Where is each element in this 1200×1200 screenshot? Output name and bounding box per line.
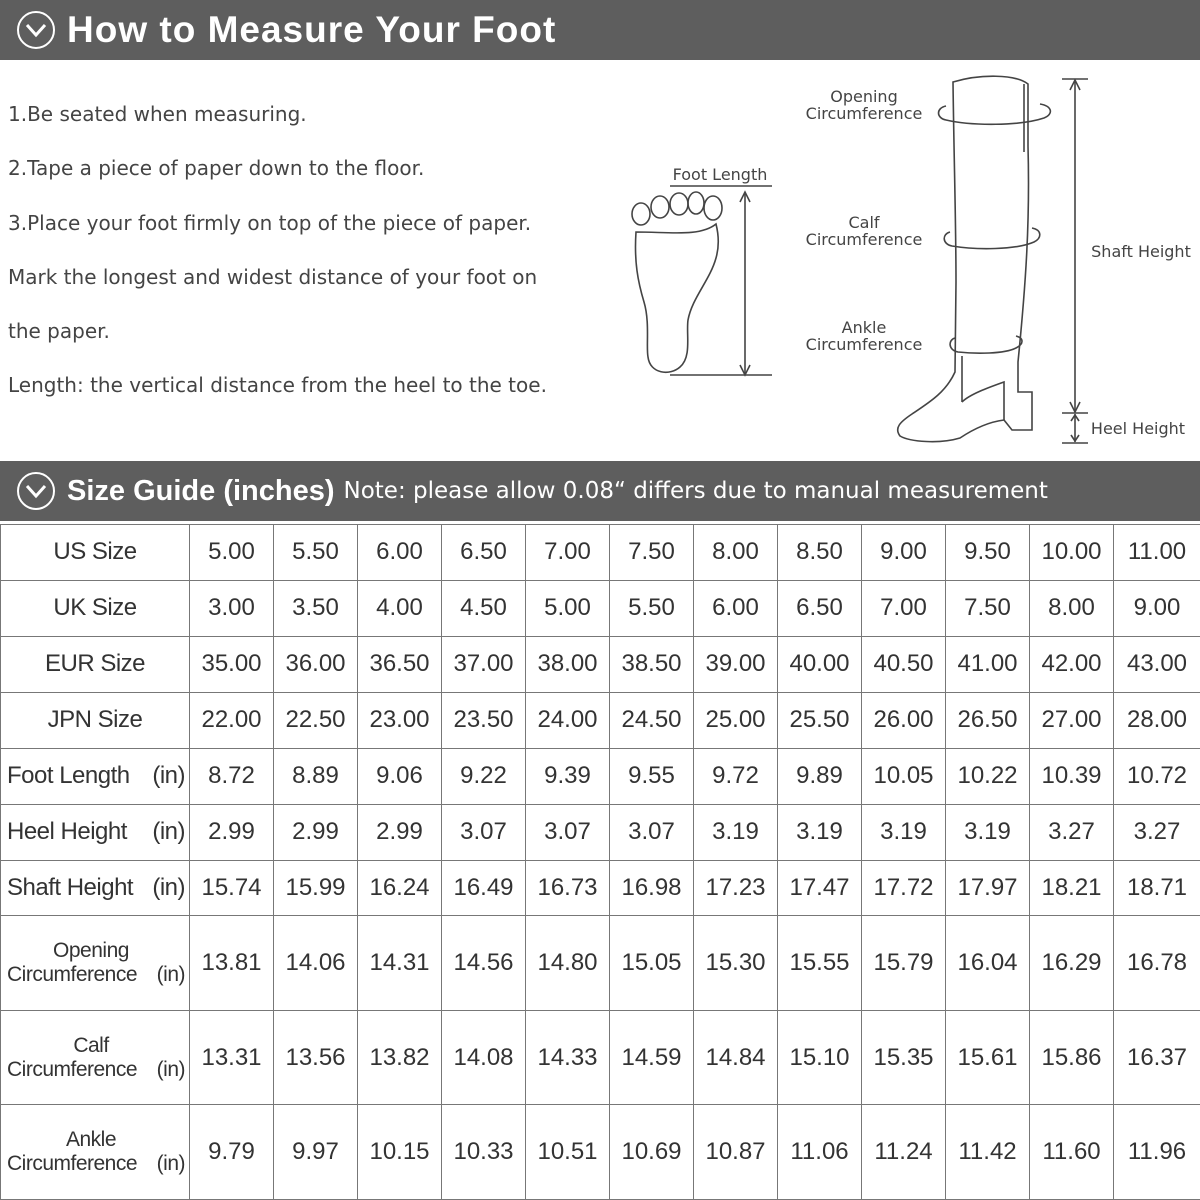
table-cell: 17.97 — [946, 860, 1030, 916]
table-row — [1, 916, 1200, 1011]
table-cell: 10.00 — [1030, 525, 1114, 581]
table-cell: 8.00 — [694, 525, 778, 581]
table-cell: 3.07 — [526, 804, 610, 860]
table-cell: 38.00 — [526, 636, 610, 692]
table-cell: 8.50 — [778, 525, 862, 581]
row-label: Calf Circumference (in) — [1, 1010, 190, 1105]
table-cell: 36.50 — [358, 636, 442, 692]
table-row — [1, 1105, 1200, 1200]
table-cell: 24.00 — [526, 692, 610, 748]
table-row — [1, 580, 1200, 636]
table-cell: 25.50 — [778, 692, 862, 748]
table-cell: 11.96 — [1114, 1105, 1200, 1200]
table-cell: 16.98 — [610, 860, 694, 916]
table-cell: 10.22 — [946, 748, 1030, 804]
opening-circumference-label: Opening Circumference — [805, 87, 923, 123]
table-cell: 41.00 — [946, 636, 1030, 692]
table-cell: 3.27 — [1030, 804, 1114, 860]
size-guide-header-bar — [0, 461, 1200, 521]
table-cell: 18.71 — [1114, 860, 1200, 916]
table-cell: 11.42 — [946, 1105, 1030, 1200]
table-cell: 15.99 — [274, 860, 358, 916]
instruction-step: 3.Place your foot firmly on top of the piece of paper. — [8, 210, 532, 235]
shaft-height-label: Shaft Height — [1091, 242, 1191, 261]
row-label: Heel Height (in) — [1, 804, 190, 860]
chevron-down-icon — [17, 11, 55, 49]
chevron-down-icon — [17, 472, 55, 510]
table-cell: 15.61 — [946, 1010, 1030, 1105]
table-cell: 15.35 — [862, 1010, 946, 1105]
instruction-step: Mark the longest and widest distance of your foot on — [8, 264, 538, 289]
table-cell: 13.82 — [358, 1010, 442, 1105]
table-row — [1, 1010, 1200, 1105]
table-cell: 2.99 — [274, 804, 358, 860]
table-cell: 17.47 — [778, 860, 862, 916]
table-cell: 8.89 — [274, 748, 358, 804]
table-cell: 10.33 — [442, 1105, 526, 1200]
measure-title: How to Measure Your Foot — [67, 9, 557, 50]
table-cell: 7.00 — [862, 580, 946, 636]
table-cell: 14.06 — [274, 916, 358, 1011]
table-cell: 9.06 — [358, 748, 442, 804]
instruction-step: 1.Be seated when measuring. — [8, 102, 307, 126]
foot-length-label: Foot Length — [672, 165, 768, 184]
table-cell: 16.37 — [1114, 1010, 1200, 1105]
table-cell: 3.19 — [862, 804, 946, 860]
table-cell: 38.50 — [610, 636, 694, 692]
table-cell: 18.21 — [1030, 860, 1114, 916]
table-cell: 26.00 — [862, 692, 946, 748]
table-cell: 9.39 — [526, 748, 610, 804]
table-cell: 3.00 — [190, 580, 274, 636]
table-cell: 14.59 — [610, 1010, 694, 1105]
table-cell: 9.22 — [442, 748, 526, 804]
table-cell: 27.00 — [1030, 692, 1114, 748]
table-cell: 3.27 — [1114, 804, 1200, 860]
row-label: US Size — [1, 525, 190, 581]
table-cell: 22.00 — [190, 692, 274, 748]
table-cell: 9.89 — [778, 748, 862, 804]
ankle-circumference-label: Ankle Circumference — [805, 318, 923, 354]
table-cell: 16.49 — [442, 860, 526, 916]
table-cell: 3.07 — [610, 804, 694, 860]
table-cell: 6.50 — [778, 580, 862, 636]
table-cell: 14.08 — [442, 1010, 526, 1105]
table-cell: 5.50 — [610, 580, 694, 636]
table-cell: 10.39 — [1030, 748, 1114, 804]
table-cell: 16.73 — [526, 860, 610, 916]
table-cell: 2.99 — [358, 804, 442, 860]
table-cell: 17.23 — [694, 860, 778, 916]
table-cell: 15.10 — [778, 1010, 862, 1105]
table-cell: 10.05 — [862, 748, 946, 804]
table-cell: 17.72 — [862, 860, 946, 916]
row-label: Ankle Circumference (in) — [1, 1105, 190, 1200]
table-cell: 14.80 — [526, 916, 610, 1011]
table-cell: 39.00 — [694, 636, 778, 692]
table-cell: 9.00 — [862, 525, 946, 581]
size-guide-title: Size Guide (inches) — [67, 474, 335, 507]
table-cell: 15.86 — [1030, 1010, 1114, 1105]
table-cell: 5.50 — [274, 525, 358, 581]
table-cell: 10.69 — [610, 1105, 694, 1200]
table-cell: 3.19 — [694, 804, 778, 860]
instructions — [8, 92, 608, 418]
table-cell: 35.00 — [190, 636, 274, 692]
size-guide-note: Note: please allow 0.08“ differs due to manual measurement — [343, 478, 1048, 504]
table-cell: 9.97 — [274, 1105, 358, 1200]
table-cell: 11.00 — [1114, 525, 1200, 581]
table-cell: 13.81 — [190, 916, 274, 1011]
table-row — [1, 525, 1200, 581]
row-label: UK Size — [1, 580, 190, 636]
table-cell: 10.72 — [1114, 748, 1200, 804]
table-row — [1, 860, 1200, 916]
table-cell: 36.00 — [274, 636, 358, 692]
table-cell: 9.50 — [946, 525, 1030, 581]
table-cell: 11.24 — [862, 1105, 946, 1200]
table-cell: 16.24 — [358, 860, 442, 916]
table-cell: 5.00 — [190, 525, 274, 581]
table-cell: 14.33 — [526, 1010, 610, 1105]
table-cell: 10.15 — [358, 1105, 442, 1200]
table-cell: 3.19 — [778, 804, 862, 860]
table-row — [1, 692, 1200, 748]
table-row — [1, 804, 1200, 860]
table-cell: 15.74 — [190, 860, 274, 916]
table-cell: 3.50 — [274, 580, 358, 636]
table-cell: 28.00 — [1114, 692, 1200, 748]
table-cell: 15.05 — [610, 916, 694, 1011]
table-cell: 23.50 — [442, 692, 526, 748]
table-cell: 24.50 — [610, 692, 694, 748]
table-cell: 7.50 — [610, 525, 694, 581]
size-table — [0, 524, 1200, 1200]
table-cell: 3.19 — [946, 804, 1030, 860]
table-cell: 6.00 — [358, 525, 442, 581]
heel-height-label: Heel Height — [1090, 419, 1186, 438]
table-cell: 16.78 — [1114, 916, 1200, 1011]
table-cell: 10.87 — [694, 1105, 778, 1200]
table-cell: 40.00 — [778, 636, 862, 692]
measurement-diagram — [600, 62, 1200, 461]
row-label: Foot Length (in) — [1, 748, 190, 804]
table-cell: 8.72 — [190, 748, 274, 804]
table-cell: 9.55 — [610, 748, 694, 804]
table-cell: 11.60 — [1030, 1105, 1114, 1200]
table-cell: 15.30 — [694, 916, 778, 1011]
table-cell: 4.00 — [358, 580, 442, 636]
table-cell: 6.00 — [694, 580, 778, 636]
table-cell: 9.72 — [694, 748, 778, 804]
table-cell: 15.79 — [862, 916, 946, 1011]
table-cell: 11.06 — [778, 1105, 862, 1200]
table-cell: 14.56 — [442, 916, 526, 1011]
row-label: Opening Circumference (in) — [1, 916, 190, 1011]
table-cell: 13.56 — [274, 1010, 358, 1105]
table-cell: 25.00 — [694, 692, 778, 748]
table-cell: 37.00 — [442, 636, 526, 692]
table-cell: 8.00 — [1030, 580, 1114, 636]
table-cell: 43.00 — [1114, 636, 1200, 692]
instruction-step: 2.Tape a piece of paper down to the floor. — [8, 156, 425, 181]
size-table-body — [1, 525, 1200, 1200]
table-cell: 14.84 — [694, 1010, 778, 1105]
row-label: EUR Size — [1, 636, 190, 692]
table-cell: 26.50 — [946, 692, 1030, 748]
table-cell: 2.99 — [190, 804, 274, 860]
table-row — [1, 636, 1200, 692]
table-cell: 9.79 — [190, 1105, 274, 1200]
table-cell: 5.00 — [526, 580, 610, 636]
table-cell: 42.00 — [1030, 636, 1114, 692]
table-cell: 16.04 — [946, 916, 1030, 1011]
table-cell: 6.50 — [442, 525, 526, 581]
table-cell: 10.51 — [526, 1105, 610, 1200]
table-cell: 40.50 — [862, 636, 946, 692]
table-cell: 7.50 — [946, 580, 1030, 636]
size-table-container — [0, 524, 1200, 1200]
row-label: JPN Size — [1, 692, 190, 748]
table-cell: 13.31 — [190, 1010, 274, 1105]
table-cell: 23.00 — [358, 692, 442, 748]
table-cell: 15.55 — [778, 916, 862, 1011]
table-cell: 9.00 — [1114, 580, 1200, 636]
table-cell: 22.50 — [274, 692, 358, 748]
table-cell: 16.29 — [1030, 916, 1114, 1011]
instruction-step: the paper. — [8, 319, 110, 344]
table-row — [1, 748, 1200, 804]
calf-circumference-label: Calf Circumference — [805, 213, 923, 249]
table-cell: 7.00 — [526, 525, 610, 581]
row-label: Shaft Height (in) — [1, 860, 190, 916]
measure-header-bar — [0, 0, 1200, 60]
instruction-step: Length: the vertical distance from the heel to the toe. — [8, 373, 547, 398]
table-cell: 14.31 — [358, 916, 442, 1011]
table-cell: 3.07 — [442, 804, 526, 860]
table-cell: 4.50 — [442, 580, 526, 636]
foot-outline-icon — [632, 192, 722, 372]
